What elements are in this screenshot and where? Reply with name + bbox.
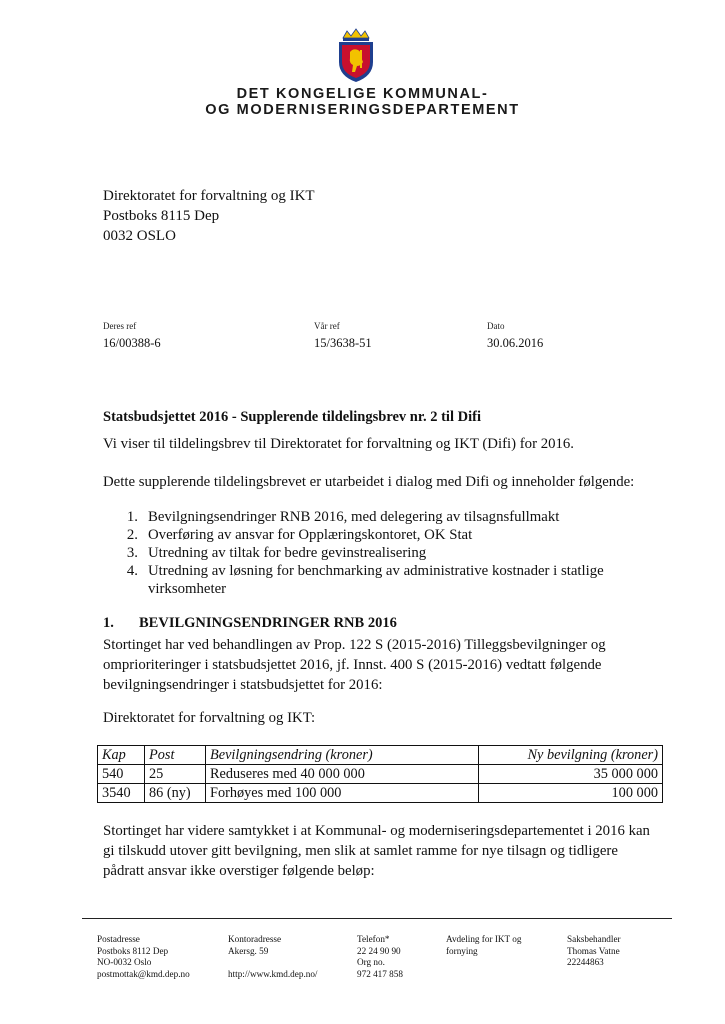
- closing-paragraph: Stortinget har videre samtykket i at Kommunal- og moderniseringsdepartementet i 2016 kan gi tilskudd utover gitt bevilgning, men slik at samlet ramme for nye tilsagn og tidligere pådratt ansvar ikke overstiger følgende beløp:: [103, 823, 650, 879]
- contents-intro-paragraph: Dette supplerende tildelingsbrevet er utarbeidet i dialog med Difi og inneholder følgende:: [103, 474, 635, 490]
- budget-table: [97, 745, 663, 803]
- norwegian-coat-of-arms-icon: [333, 28, 379, 84]
- recipient-address: [103, 186, 315, 246]
- table-header-row: [98, 746, 663, 765]
- footer-avdeling: Avdeling for IKT og fornying: [446, 934, 522, 956]
- column-header: Kap: [98, 746, 145, 765]
- deres-ref-value: 16/00388-6: [103, 336, 161, 350]
- table-cell: Reduseres med 40 000 000: [206, 765, 479, 784]
- list-item: 4. Utredning av løsning for benchmarking av administrative kostnader i statlige virksomheter: [126, 563, 604, 597]
- footer-divider: [82, 918, 672, 919]
- list-item: 3. Utredning av tiltak for bedre gevinstrealisering: [126, 545, 427, 561]
- table-cell: 100 000: [479, 784, 663, 803]
- column-header: Post: [145, 746, 206, 765]
- var-ref-label: Vår ref: [314, 321, 340, 331]
- column-header: Ny bevilgning (kroner): [479, 746, 663, 765]
- recipient-line: Postboks 8115 Dep: [103, 208, 220, 224]
- list-item: 1. Bevilgningsendringer RNB 2016, med delegering av tilsagnsfullmakt: [126, 509, 560, 525]
- table-intro: Direktoratet for forvaltning og IKT:: [103, 710, 316, 726]
- contents-list: [103, 508, 663, 598]
- table-cell: 25: [145, 765, 206, 784]
- department-name-line2: OG MODERNISERINGSDEPARTEMENT: [205, 102, 520, 118]
- column-header: Bevilgningsendring (kroner): [206, 746, 479, 765]
- deres-ref-label: Deres ref: [103, 321, 137, 331]
- var-ref-value: 15/3638-51: [314, 336, 372, 350]
- table-cell: 3540: [98, 784, 145, 803]
- recipient-line: 0032 OSLO: [103, 228, 176, 244]
- table-row: [98, 765, 663, 784]
- table-row: [98, 784, 663, 803]
- intro-paragraph: Vi viser til tildelingsbrev til Direktoratet for forvaltning og IKT (Difi) for 2016.: [103, 436, 575, 452]
- letter-subject: Statsbudsjettet 2016 - Supplerende tildelingsbrev nr. 2 til Difi: [103, 409, 481, 425]
- section-heading: 1. BEVILGNINGSENDRINGER RNB 2016: [103, 615, 397, 631]
- table-cell: 35 000 000: [479, 765, 663, 784]
- table-cell: 86 (ny): [145, 784, 206, 803]
- footer-telefon: Telefon* 22 24 90 90 Org no. 972 417 858: [357, 934, 403, 979]
- date-label: Dato: [487, 321, 505, 331]
- table-cell: 540: [98, 765, 145, 784]
- recipient-line: Direktoratet for forvaltning og IKT: [103, 188, 315, 204]
- table-cell: Forhøyes med 100 000: [206, 784, 479, 803]
- footer-saksbehandler: Saksbehandler Thomas Vatne 22244863: [567, 934, 621, 967]
- date-value: 30.06.2016: [487, 336, 544, 350]
- footer-kontoradresse: Kontoradresse Akersg. 59 http://www.kmd.dep.no/: [228, 934, 318, 979]
- footer-postadresse: Postadresse Postboks 8112 Dep NO-0032 Oslo postmottak@kmd.dep.no: [97, 934, 190, 979]
- list-item: 2. Overføring av ansvar for Opplæringskontoret, OK Stat: [126, 527, 473, 543]
- section1-paragraph: Stortinget har ved behandlingen av Prop. 122 S (2015-2016) Tilleggsbevilgninger og omprioriteringer i statsbudsjettet 2016, jf. Innst. 400 S (2015-2016) vedtatt følgende bevilgningsendringer i statsbudsjettet for 2016:: [103, 637, 606, 693]
- department-name-line1: DET KONGELIGE KOMMUNAL-: [236, 86, 489, 102]
